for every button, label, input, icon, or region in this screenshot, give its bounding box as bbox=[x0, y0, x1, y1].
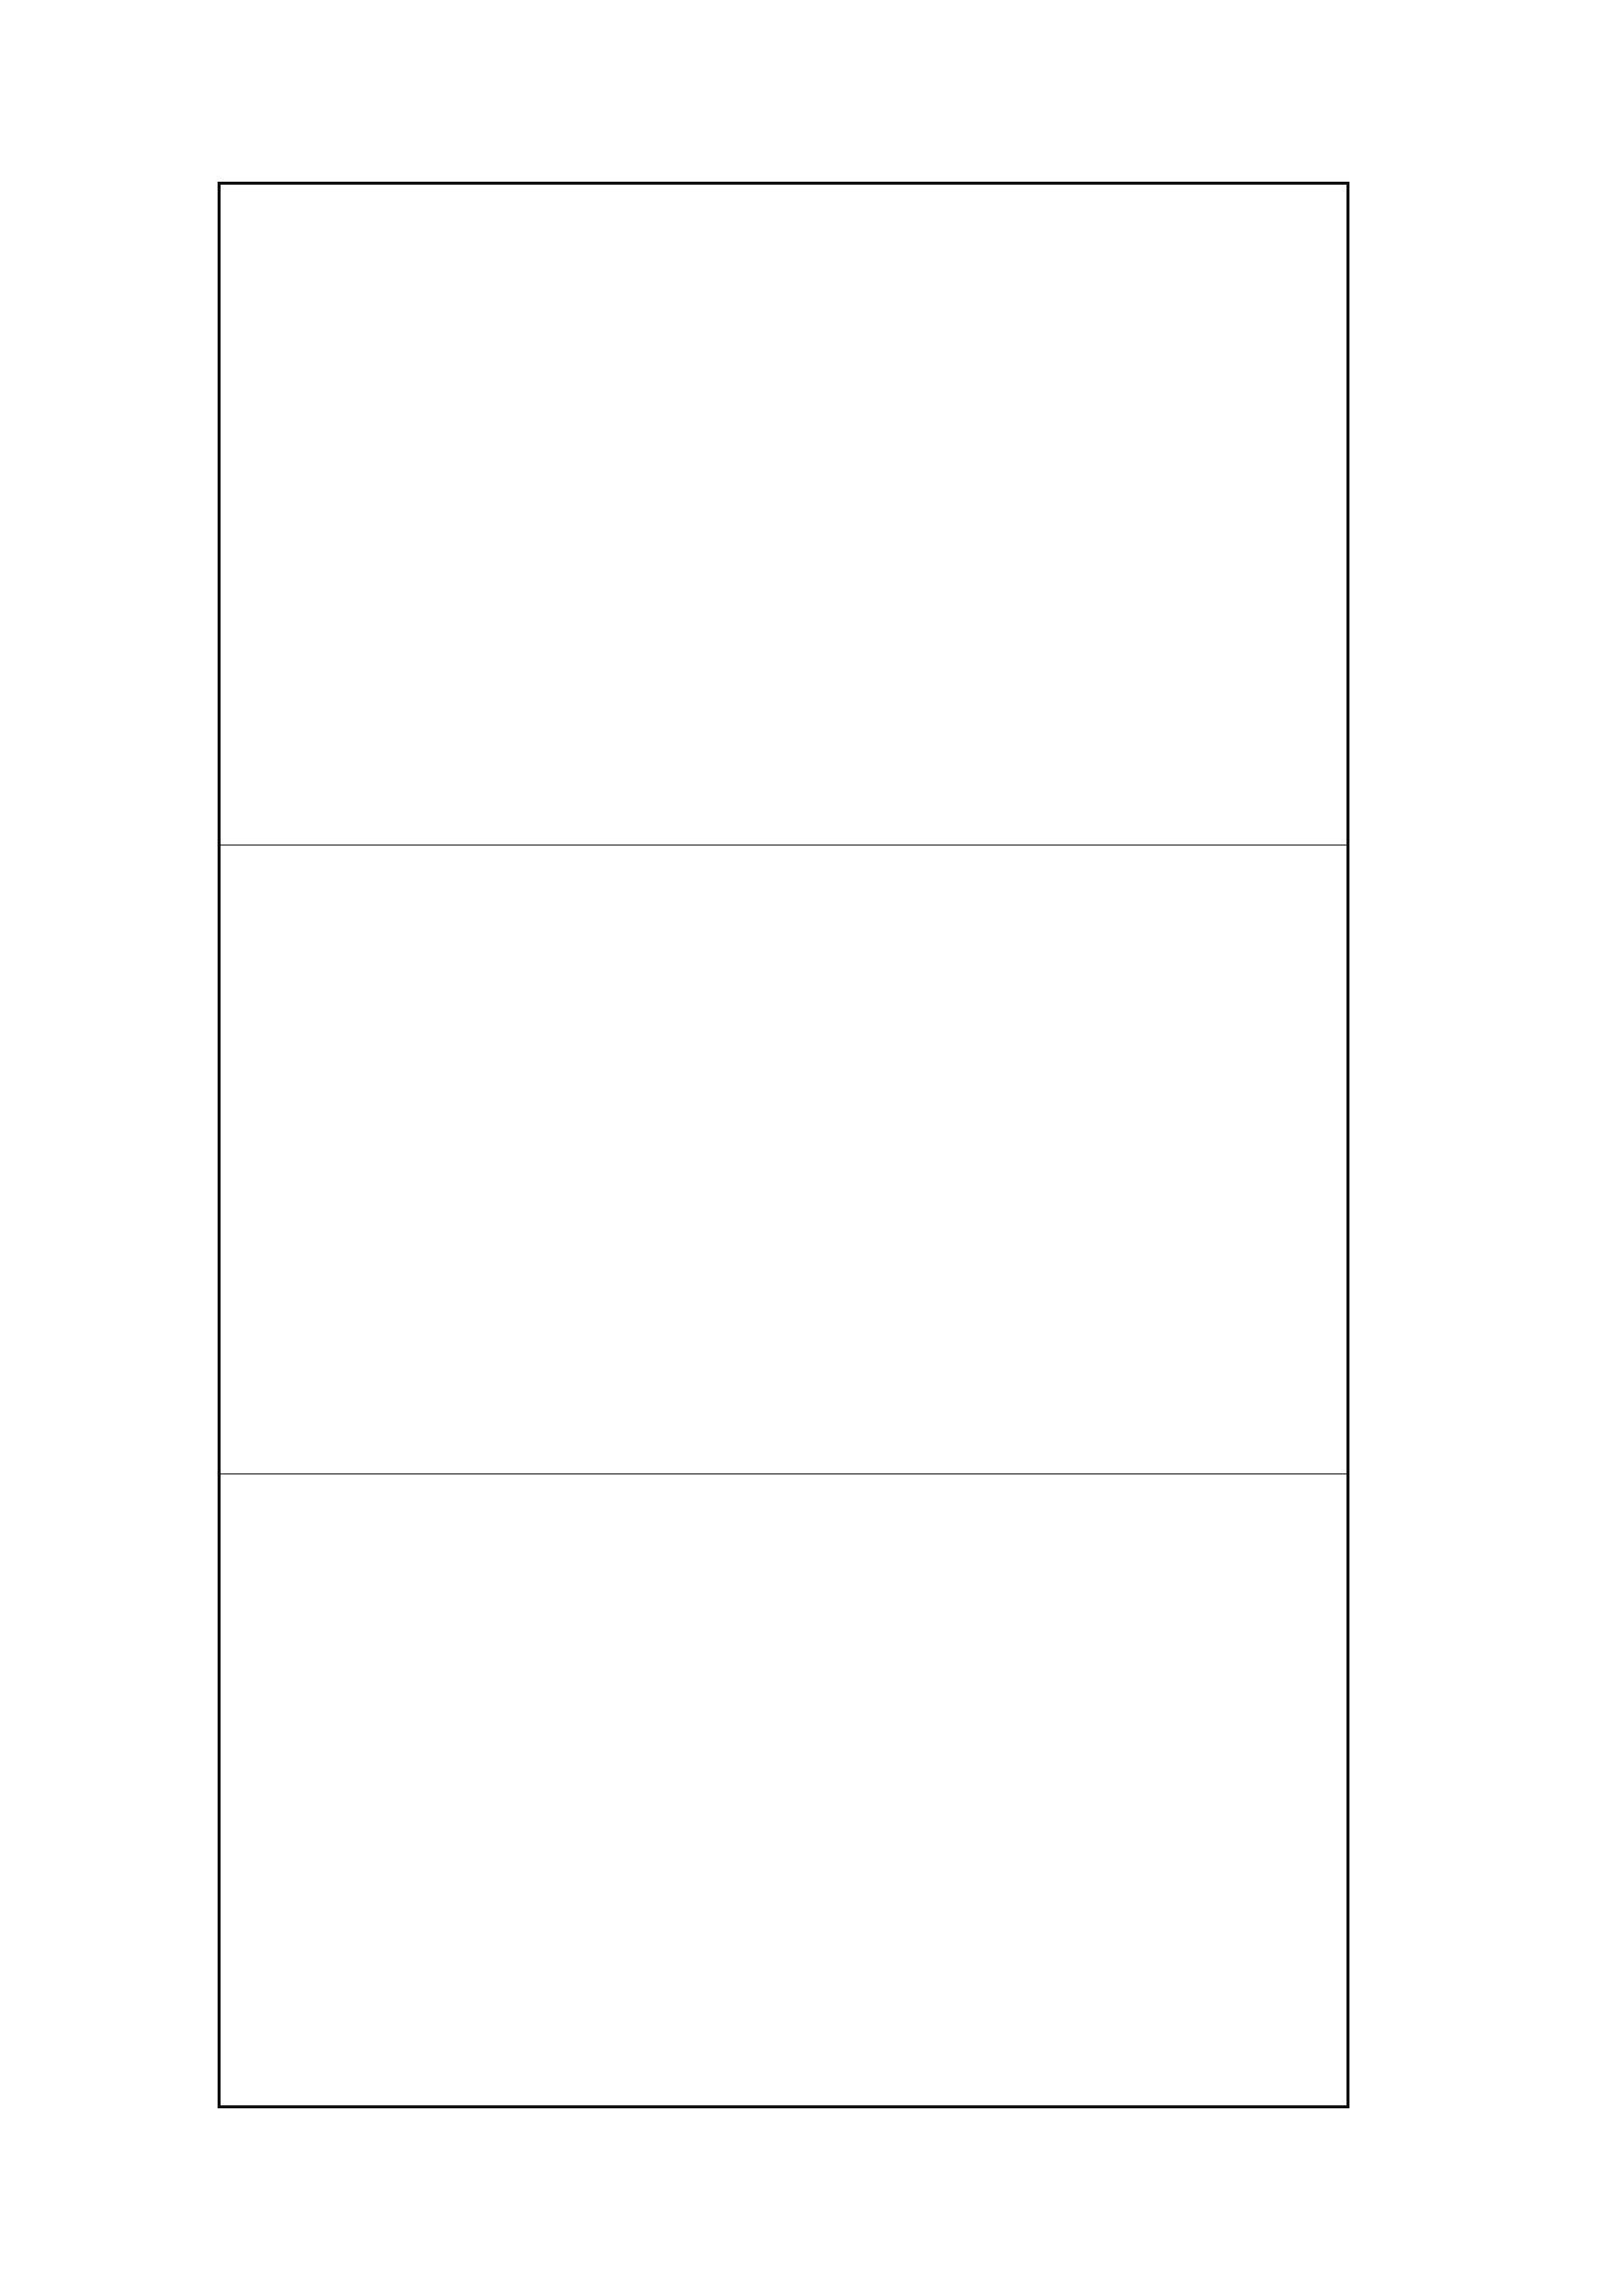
page-frame bbox=[218, 182, 1349, 2108]
section-divider-bottom bbox=[221, 1473, 1346, 1474]
section-divider-top bbox=[221, 845, 1346, 846]
